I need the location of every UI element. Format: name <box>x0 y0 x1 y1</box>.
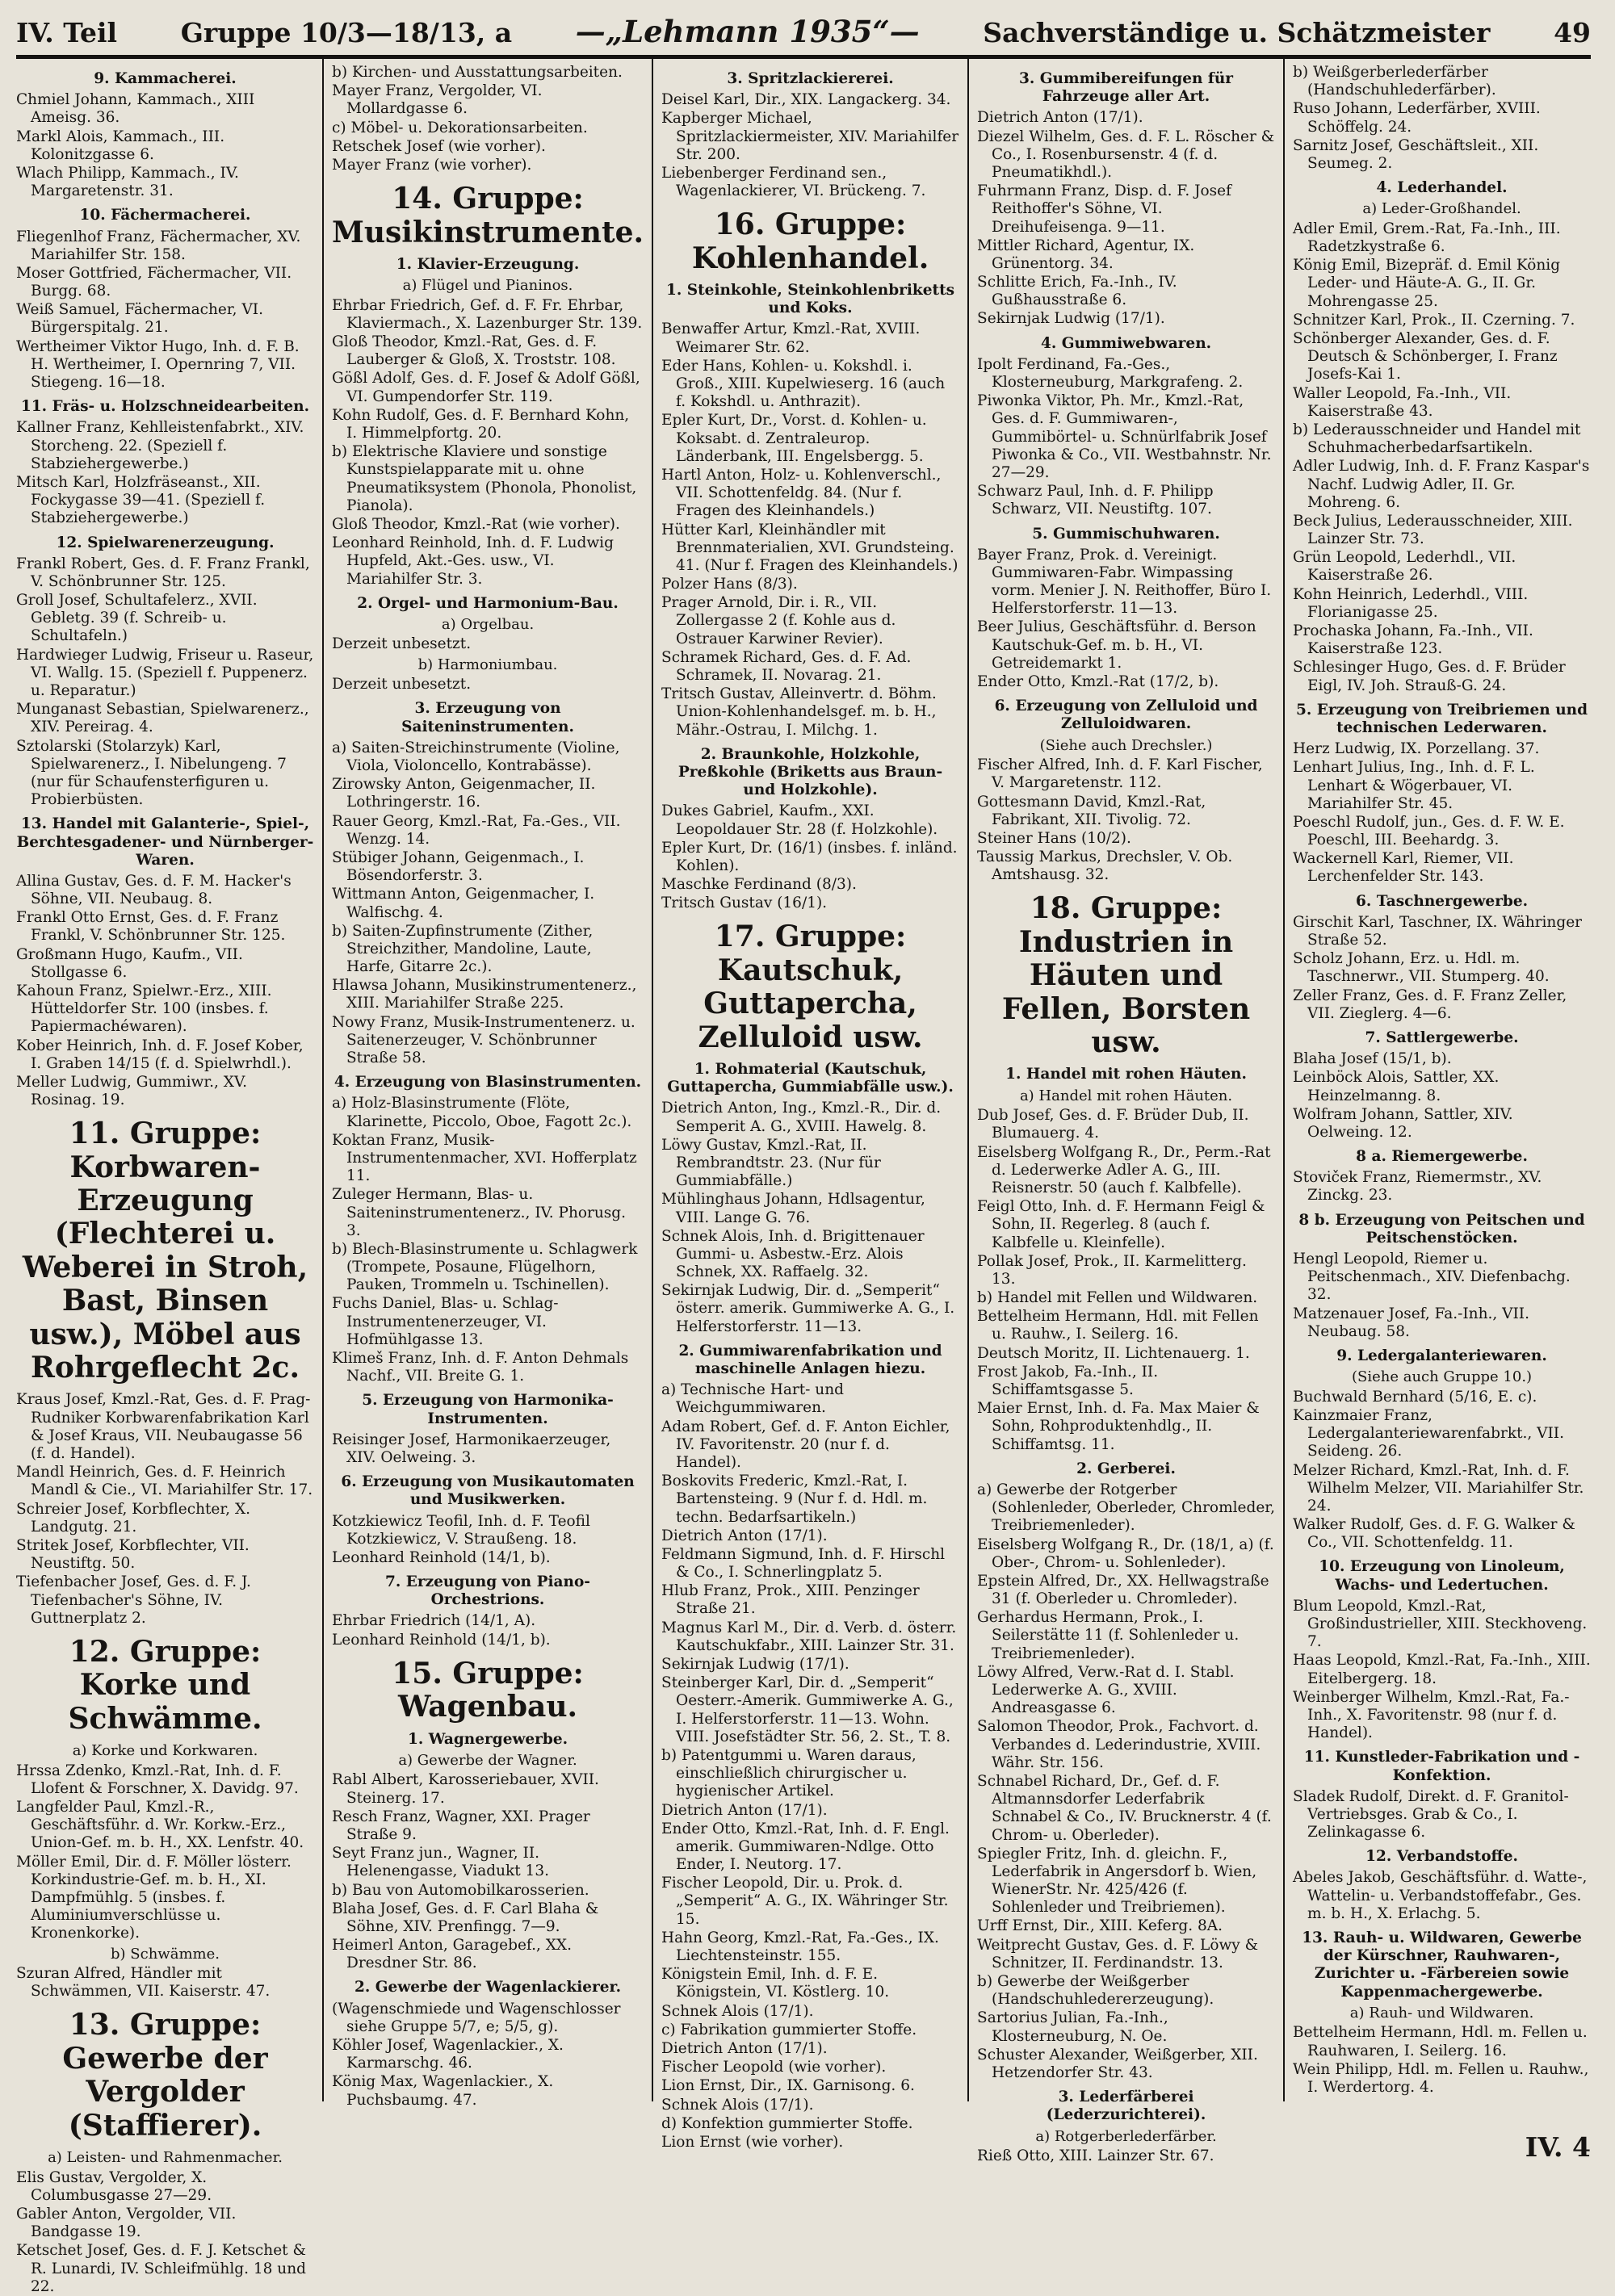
directory-entry: Ipolt Ferdinand, Fa.-Ges., Klosterneuburg, Markgrafeng. 2. <box>977 355 1244 391</box>
directory-entry: Lion Ernst (wie vorher). <box>661 2133 844 2151</box>
directory-entry: Mitsch Karl, Holzfräseanst., XII. Fockygasse 39—41. (Speziell f. Stabziehergewerbe.) <box>16 473 266 527</box>
directory-entry: Abeles Jakob, Geschäftsführ. d. Watte-, Wattelin- u. Verbandstoffefabr., Ges. m. b. H., X. Erlachg. 5. <box>1293 1869 1588 1922</box>
directory-entry: Sladek Rudolf, Direkt. d. F. Granitol-Vertriebsges. Grab & Co., I. Zelinkagasse 6. <box>1293 1787 1569 1841</box>
directory-entry: Dukes Gabriel, Kaufm., XXI. Leopoldauer Str. 28 (f. Holzkohle). <box>661 802 938 838</box>
directory-entry: Bettelheim Hermann, Hdl. mit Fellen u. Rauhw., I. Seilerg. 16. <box>977 1308 1259 1343</box>
directory-entry: Löwy Alfred, Verw.-Rat d. I. Stabl. Lederwerke A. G., XVIII. Andreasgasse 6. <box>977 1663 1235 1717</box>
directory-entry: Groll Josef, Schultafelerz., XVII. Gebletg. 39 (f. Schreib- u. Schultafeln.) <box>16 592 258 645</box>
section-heading: 12. Verbandstoffe. <box>1365 1848 1518 1866</box>
section-heading: 10. Fächermacherei. <box>79 207 251 224</box>
directory-entry: Tritsch Gustav (16/1). <box>661 895 828 912</box>
directory-entry: Gößl Adolf, Ges. d. F. Josef & Adolf Gößl, VI. Gumpendorfer Str. 119. <box>332 370 640 405</box>
directory-entry: Fuhrmann Franz, Disp. d. F. Josef Reithoffer's Söhne, VI. Dreihufeisenga. 9—11. <box>977 182 1231 236</box>
directory-entry: Fischer Leopold, Dir. u. Prok. d. „Semperit“ A. G., IX. Währinger Str. 15. <box>661 1875 949 1928</box>
directory-entry: Ender Otto, Kmzl.-Rat, Inh. d. F. Engl. amerik. Gummiwaren-Ndlge. Otto Ender, I. Neutorg. 17. <box>661 1820 950 1874</box>
section-heading: 1. Steinkohle, Steinkohlenbriketts und Koks. <box>666 282 955 317</box>
section-heading: 6. Taschnergewerbe. <box>1355 892 1529 910</box>
section-heading: 5. Erzeugung von Treibriemen und technischen Lederwaren. <box>1296 701 1588 736</box>
directory-entry: Retschek Josef (wie vorher). <box>332 137 546 155</box>
directory-entry: Heimerl Anton, Garagebef., XX. Dresdner Str. 86. <box>332 1937 572 1972</box>
section-heading: 8 b. Erzeugung von Peitschen und Peitschenstöcken. <box>1298 1211 1585 1246</box>
directory-entry: Köhler Josef, Wagenlackier., X. Karmarschg. 46. <box>332 2037 564 2072</box>
directory-entry: Maier Ernst, Inh. d. Fa. Max Maier & Sohn, Rohproduktenhdlg., II. Schiffamtsg. 11. <box>977 1400 1260 1453</box>
section-heading: 9. Kammacherei. <box>94 70 237 87</box>
directory-entry: Kotzkiewicz Teofil, Inh. d. F. Teofil Kotzkiewicz, V. Straußeng. 18. <box>332 1512 590 1548</box>
directory-entry: Mayer Franz, Vergolder, VI. Mollardgasse 6. <box>332 82 543 118</box>
directory-entry: Fliegenlhof Franz, Fächermacher, XV. Mariahilfer Str. 158. <box>16 228 301 263</box>
directory-entry: Schramek Richard, Ges. d. F. Ad. Schramek, II. Novarag. 21. <box>661 648 912 685</box>
column-4 <box>967 59 1283 2165</box>
directory-entry: Benwaffer Artur, Kmzl.-Rat, XVIII. Weimarer Str. 62. <box>661 321 921 356</box>
page-number: 49 <box>1554 17 1591 48</box>
directory-entry: Deisel Karl, Dir., XIX. Langackerg. 34. <box>661 91 951 109</box>
directory-entry: Steiner Hans (10/2). <box>977 829 1131 847</box>
directory-entry: Adam Robert, Gef. d. F. Anton Eichler, IV. Favoritenstr. 20 (nur f. d. Handel). <box>661 1418 950 1471</box>
section-heading: 4. Erzeugung von Blasinstrumenten. <box>333 1074 642 1091</box>
directory-entry: Kallner Franz, Kehlleistenfabrkt., XIV. Storcheng. 22. (Speziell f. Stabziehergewerbe.) <box>16 419 304 472</box>
directory-entry: Rieß Otto, XIII. Lainzer Str. 67. <box>977 2147 1214 2165</box>
directory-entry: Rabl Albert, Karosseriebauer, XVII. Steinerg. 17. <box>332 1771 599 1807</box>
group-heading: 16. Gruppe: Kohlenhandel. <box>691 207 929 275</box>
directory-entry: Szuran Alfred, Händler mit Schwämmen, VII. Kaiserstr. 47. <box>16 1965 271 2001</box>
directory-entry: Spiegler Fritz, Inh. d. gleichn. F., Lederfabrik in Angersdorf b. Wien, WienerStr. Nr. 425/426 (f. Sohlenleder und Treibriemen). <box>977 1845 1257 1917</box>
directory-entry: Kahoun Franz, Spielwr.-Erz., XIII. Hütteldorfer Str. 100 (insbes. f. Papiermachéwaren). <box>16 983 272 1036</box>
directory-entry: b) Lederausschneider und Handel mit Schuhmacherbedarfsartikeln. <box>1293 421 1581 457</box>
page-footer: IV. 4 <box>1525 2131 1591 2163</box>
section-heading: 3. Gummibereifungen für Fahrzeuge aller Art. <box>1019 70 1234 106</box>
header-section: Sachverständige u. Schätzmeister <box>983 17 1491 48</box>
directory-entry: Beck Julius, Lederausschneider, XIII. Lainzer Str. 73. <box>1293 512 1573 548</box>
directory-entry: Dietrich Anton, Ing., Kmzl.-R., Dir. d. Semperit A. G., XVIII. Hawelg. 8. <box>661 1100 942 1135</box>
directory-entry: Leonhard Reinhold, Inh. d. F. Ludwig Hupfeld, Akt.-Ges. usw., VI. Mariahilfer Str. 3. <box>332 534 614 588</box>
directory-entry: Markl Alois, Kammach., III. Kolonitzgasse 6. <box>16 128 225 163</box>
directory-entry: Stritek Josef, Korbflechter, VII. Neustiftg. 50. <box>16 1536 250 1573</box>
directory-entry: Kapberger Michael, Spritzlackiermeister, XIV. Mariahilfer Str. 200. <box>661 110 959 163</box>
directory-entry: d) Konfektion gummierter Stoffe. <box>661 2114 913 2132</box>
directory-entry: Schnek Alois (17/1). <box>661 2002 814 2020</box>
directory-entry: Dietrich Anton (17/1). <box>661 2039 828 2057</box>
directory-entry: Kober Heinrich, Inh. d. F. Josef Kober, I. Graben 14/15 (f. d. Spielwrhdl.). <box>16 1037 304 1072</box>
group-heading: 13. Gruppe: Gewerbe der Vergolder (Staffierer). <box>62 2008 268 2143</box>
group-heading: 18. Gruppe: Industrien in Häuten und Fellen, Borsten usw. <box>1001 891 1251 1060</box>
directory-entry: Mühlinghaus Johann, Hdlsagentur, VIII. Lange G. 76. <box>661 1191 925 1226</box>
directory-entry: Zuleger Hermann, Blas- u. Saiteninstrumentenerz., IV. Phorusg. 3. <box>332 1186 626 1239</box>
group-heading: 11. Gruppe: Korbwaren-Erzeugung (Flechterei u. Weberei in Stroh, Bast, Binsen usw.), Möbel aus Rohrgeflecht 2c. <box>22 1117 308 1385</box>
directory-entry: Epler Kurt, Dr. (16/1) (insbes. f. inländ. Kohlen). <box>661 839 958 874</box>
directory-entry: Rauer Georg, Kmzl.-Rat, Fa.-Ges., VII. Wenzg. 14. <box>332 812 621 848</box>
directory-entry: Eder Hans, Kohlen- u. Kokshdl. i. Groß., XIII. Kupelwieserg. 16 (auch f. Kokshdl. u. Anthrazit). <box>661 357 946 411</box>
directory-entry: Dietrich Anton (17/1). <box>661 1801 828 1819</box>
directory-entry: Kohn Heinrich, Lederhdl., VIII. Florianigasse 25. <box>1293 585 1529 621</box>
directory-entry: Feldmann Sigmund, Inh. d. F. Hirschl & Co., I. Schnerlingplatz 5. <box>661 1545 946 1582</box>
directory-entry: Hlub Franz, Prok., XIII. Penzinger Straße 21. <box>661 1582 920 1618</box>
directory-entry: a) Technische Hart- und Weichgummiwaren. <box>661 1381 844 1417</box>
column-2 <box>322 59 652 2109</box>
directory-entry: Sarnitz Josef, Geschäftsleit., XII. Seumeg. 2. <box>1293 136 1539 172</box>
section-heading: b) Schwämme. <box>111 1945 220 1963</box>
directory-entry: Epler Kurt, Dr., Vorst. d. Kohlen- u. Koksabt. d. Zentraleurop. Länderbank, III. Engelsbergg. 5. <box>661 412 927 465</box>
section-heading: 5. Gummischuhwaren. <box>1032 525 1220 543</box>
directory-entry: Poeschl Rudolf, jun., Ges. d. F. W. E. Poeschl, III. Beehardg. 3. <box>1293 813 1565 849</box>
directory-entry: Weiß Samuel, Fächermacher, VI. Bürgerspitalg. 21. <box>16 301 263 337</box>
directory-entry: Dietrich Anton (17/1). <box>661 1527 828 1544</box>
directory-entry: Hartl Anton, Holz- u. Kohlenverschl., VII. Schottenfeldg. 84. (Nur f. Fragen des Kleinhandels.) <box>661 466 942 520</box>
section-heading: 9. Ledergalanteriewaren. <box>1336 1347 1547 1364</box>
directory-entry: Schnek Alois (17/1). <box>661 2096 814 2114</box>
directory-entry: Schuster Alexander, Weißgerber, XII. Hetzendorfer Str. 43. <box>977 2046 1258 2081</box>
directory-entry: Epstein Alfred, Dr., XX. Hellwagstraße 31 (f. Oberleder u. Chromleder). <box>977 1572 1269 1608</box>
section-heading: a) Leder-Großhandel. <box>1362 200 1521 218</box>
directory-entry: Sekirnjak Ludwig (17/1). <box>977 310 1165 328</box>
directory-entry: c) Fabrikation gummierter Stoffe. <box>661 2021 917 2038</box>
directory-entry: Taussig Markus, Drechsler, V. Ob. Amtshausg. 32. <box>977 848 1233 884</box>
directory-entry: Schnek Alois, Inh. d. Brigittenauer Gummi- u. Asbestw.-Erz. Alois Schnek, XX. Raffaelg. 32. <box>661 1227 925 1281</box>
directory-entry: Schönberger Alexander, Ges. d. F. Deutsch & Schönberger, I. Franz Josefs-Kai 1. <box>1293 330 1558 383</box>
directory-entry: Salomon Theodor, Prok., Fachvort. d. Verbandes d. Lederindustrie, XVIII. Währ. Str. 156. <box>977 1718 1261 1771</box>
directory-entry: a) Holz-Blasinstrumente (Flöte, Klarinette, Piccolo, Oboe, Fagott 2c.). <box>332 1095 632 1130</box>
directory-entry: Gottesmann David, Kmzl.-Rat, Fabrikant, XII. Tivolig. 72. <box>977 793 1206 828</box>
directory-entry: Waller Leopold, Fa.-Inh., VII. Kaiserstraße 43. <box>1293 384 1512 420</box>
column-3 <box>652 59 967 2151</box>
directory-entry: Derzeit unbesetzt. <box>332 676 472 693</box>
directory-entry: Urff Ernst, Dir., XIII. Keferg. 8A. <box>977 1917 1223 1935</box>
directory-entry: Elis Gustav, Vergolder, X. Columbusgasse 27—29. <box>16 2168 212 2204</box>
directory-entry: b) Patentgummi u. Waren daraus, einschließlich chirurgischer u. hygienischer Artikel. <box>661 1746 917 1800</box>
directory-entry: b) Elektrische Klaviere und sonstige Kunstspielapparate mit u. ohne Pneumatiksystem (Phonola, Phonolist, Pianola). <box>332 443 637 514</box>
directory-entry: Schwarz Paul, Inh. d. F. Philipp Schwarz, VII. Neustiftg. 107. <box>977 483 1214 518</box>
directory-entry: Allina Gustav, Ges. d. F. M. Hacker's Söhne, VII. Neubaug. 8. <box>16 872 292 908</box>
directory-entry: Seyt Franz jun., Wagner, II. Helenengasse, Viadukt 13. <box>332 1845 549 1880</box>
directory-entry: Leonhard Reinhold (14/1, b). <box>332 1631 551 1649</box>
column-5 <box>1283 59 1591 2101</box>
directory-entry: Zeller Franz, Ges. d. F. Franz Zeller, VII. Zieglerg. 4—6. <box>1293 987 1567 1022</box>
directory-entry: Maschke Ferdinand (8/3). <box>661 876 857 894</box>
directory-entry: Moser Gottfried, Fächermacher, VII. Burgg. 68. <box>16 264 292 300</box>
directory-entry: Girschit Karl, Taschner, IX. Währinger Straße 52. <box>1293 913 1582 949</box>
directory-entry: Königstein Emil, Inh. d. F. E. Königstein, VI. Köstlerg. 10. <box>661 1966 890 2001</box>
header-part: IV. Teil <box>16 17 118 48</box>
directory-entry: Mayer Franz (wie vorher). <box>332 156 532 174</box>
directory-entry: Wackernell Karl, Riemer, VII. Lerchenfelder Str. 143. <box>1293 850 1514 886</box>
directory-entry: Sekirnjak Ludwig, Dir. d. „Semperit“ österr. amerik. Gummiwerke A. G., I. Helferstorferstr. 11—13. <box>661 1282 955 1335</box>
directory-entry: Weinberger Wilhelm, Kmzl.-Rat, Fa.-Inh., X. Favoritenstr. 98 (nur f. d. Handel). <box>1293 1688 1570 1742</box>
page-header <box>16 11 1591 52</box>
directory-entry: Tiefenbacher Josef, Ges. d. F. J. Tiefenbacher's Söhne, IV. Guttnerplatz 2. <box>16 1573 251 1627</box>
section-heading: 8 a. Riemergewerbe. <box>1356 1148 1528 1166</box>
directory-entry: Bayer Franz, Prok. d. Vereinigt. Gummiwaren-Fabr. Wimpassing vorm. Menier J. N. Reithoffer, Büro I. Helferstorferstr. 11—13. <box>977 546 1272 618</box>
directory-entry: a) Gewerbe der Rotgerber (Sohlenleder, Oberleder, Chromleder, Treibriemenleder). <box>977 1481 1275 1535</box>
directory-entry: König Emil, Bizepräf. d. Emil König Leder- und Häute-A. G., II. Gr. Mohrengasse 25. <box>1293 257 1561 310</box>
section-heading: 4. Gummiwebwaren. <box>1040 334 1212 352</box>
section-heading: 11. Kunstleder-Fabrikation und -Konfektion. <box>1303 1749 1580 1784</box>
section-heading: 1. Rohmaterial (Kautschuk, Guttapercha, Gummiabfälle usw.). <box>667 1061 954 1096</box>
directory-entry: Munganast Sebastian, Spielwarenerz., XIV. Pereirag. 4. <box>16 701 309 736</box>
directory-entry: Eiselsberg Wolfgang R., Dr. (18/1, a) (f. Ober-, Chrom- u. Sohlenleder). <box>977 1536 1274 1571</box>
directory-entry: Deutsch Moritz, II. Lichtenauerg. 1. <box>977 1344 1250 1362</box>
directory-entry: Ehrbar Friedrich (14/1, A). <box>332 1612 536 1630</box>
directory-entry: Koktan Franz, Musik-Instrumentenmacher, XVI. Hofferplatz 11. <box>332 1131 637 1185</box>
section-heading: 6. Erzeugung von Zelluloid und Zelluloidwaren. <box>994 698 1258 733</box>
directory-entry: Beer Julius, Geschäftsführ. d. Berson Kautschuk-Gef. m. b. H., VI. Getreidemarkt 1. <box>977 618 1256 672</box>
directory-entry: Eiselsberg Wolfgang R., Dr., Perm.-Rat d. Lederwerke Adler A. G., III. Reisnerstr. 50 (auch f. Kalbfelle). <box>977 1143 1271 1196</box>
section-heading: 3. Erzeugung von Saiteninstrumenten. <box>401 700 574 735</box>
directory-entry: Fischer Alfred, Inh. d. F. Karl Fischer, V. Margaretenstr. 112. <box>977 756 1263 792</box>
directory-entry: Wein Philipp, Hdl. m. Fellen u. Rauhw., I. Werdertorg. 4. <box>1293 2060 1589 2096</box>
section-heading: a) Rauh- und Wildwaren. <box>1349 2004 1534 2022</box>
directory-entry: Walker Rudolf, Ges. d. F. G. Walker & Co., VII. Schottenfeldg. 11. <box>1293 1516 1575 1552</box>
directory-entry: b) Handel mit Fellen und Wildwaren. <box>977 1289 1258 1307</box>
directory-entry: Melzer Richard, Kmzl.-Rat, Inh. d. F. Wilhelm Melzer, VII. Mariahilfer Str. 24. <box>1293 1461 1584 1515</box>
directory-entry: Langfelder Paul, Kmzl.-R., Geschäftsführ. d. Wr. Korkw.-Erz., Union-Gef. m. b. H., XX. Lenfstr. 40. <box>16 1799 304 1852</box>
section-heading: (Siehe auch Gruppe 10.) <box>1351 1368 1533 1386</box>
directory-entry: Leonhard Reinhold (14/1, b). <box>332 1548 551 1566</box>
directory-entry: Frankl Otto Ernst, Ges. d. F. Franz Frankl, V. Schönbrunner Str. 125. <box>16 909 286 945</box>
group-heading: 14. Gruppe: Musikinstrumente. <box>332 182 644 249</box>
directory-entry: Stübiger Johann, Geigenmach., I. Bösendorferstr. 3. <box>332 848 585 885</box>
section-heading: a) Gewerbe der Wagner. <box>398 1751 577 1769</box>
directory-entry: Ketschet Josef, Ges. d. F. J. Ketschet & R. Lunardi, IV. Schleifmühlg. 18 und 22. <box>16 2242 306 2295</box>
directory-entry: b) Weißgerberlederfärber (Handschuhlederfärber). <box>1293 64 1496 99</box>
directory-entry: Dietrich Anton (17/1). <box>977 109 1143 127</box>
directory-entry: Schnabel Richard, Dr., Gef. d. F. Altmannsdorfer Lederfabrik Schnabel & Co., IV. Brucknerstr. 4 (f. Chrom- u. Oberleder). <box>977 1772 1272 1844</box>
directory-entry: Gloß Theodor, Kmzl.-Rat (wie vorher). <box>332 515 620 533</box>
directory-entry: Fuchs Daniel, Blas- u. Schlag-Instrumentenerzeuger, VI. Hofmühlgasse 13. <box>332 1295 559 1348</box>
section-heading: (Siehe auch Drechsler.) <box>1039 736 1213 754</box>
directory-entry: b) Saiten-Zupfinstrumente (Zither, Streichzither, Mandoline, Laute, Harfe, Gitarre 2c.). <box>332 922 594 976</box>
directory-entry: a) Saiten-Streichinstrumente (Violine, Viola, Violoncello, Kontrabässe). <box>332 739 620 774</box>
directory-entry: Wlach Philipp, Kammach., IV. Margaretenstr. 31. <box>16 164 239 200</box>
directory-entry: (Wagenschmiede und Wagenschlosser siehe Gruppe 5/7, e; 5/5, g). <box>332 2000 621 2035</box>
section-heading: 1. Klavier-Erzeugung. <box>396 255 580 273</box>
section-heading: a) Leisten- und Rahmenmacher. <box>48 2149 283 2167</box>
directory-entry: Haas Leopold, Kmzl.-Rat, Fa.-Inh., XIII. Eitelbergerg. 18. <box>1293 1652 1591 1687</box>
directory-entry: Gloß Theodor, Kmzl.-Rat, Ges. d. F. Lauberger & Gloß, X. Troststr. 108. <box>332 333 616 369</box>
group-heading: 15. Gruppe: Wagenbau. <box>392 1656 584 1724</box>
directory-entry: Hardwieger Ludwig, Friseur u. Raseur, VI. Wallg. 15. (Speziell f. Puppenerz. u. Reparatur.) <box>16 646 314 699</box>
directory-entry: Magnus Karl M., Dir. d. Verb. d. österr. Kautschukfabr., XIII. Lainzer Str. 31. <box>661 1619 957 1654</box>
section-heading: 13. Rauh- u. Wildwaren, Gewerbe der Kürschner, Rauhwaren-, Zurichter u. -Färbereien sowie Kappenmachergewerbe. <box>1302 1929 1582 2001</box>
section-heading: 7. Sattlergewerbe. <box>1365 1029 1519 1046</box>
directory-entry: Grün Leopold, Lederhdl., VII. Kaiserstraße 26. <box>1293 549 1516 584</box>
directory-entry: Hengl Leopold, Riemer u. Peitschenmach., XIV. Diefenbachg. 32. <box>1293 1251 1571 1304</box>
directory-entry: Lenhart Julius, Ing., Inh. d. F. L. Lenhart & Wögerbauer, VI. Mariahilfer Str. 45. <box>1293 759 1535 812</box>
section-heading: 12. Spielwarenerzeugung. <box>56 534 275 551</box>
directory-entry: Polzer Hans (8/3). <box>661 576 798 593</box>
directory-entry: Prochaska Johann, Fa.-Inh., VII. Kaiserstraße 123. <box>1293 622 1533 658</box>
directory-entry: Sekirnjak Ludwig (17/1). <box>661 1656 849 1674</box>
directory-entry: Blaha Josef (15/1, b). <box>1293 1050 1452 1068</box>
section-heading: 13. Handel mit Galanterie-, Spiel-, Berchtesgadener- und Nürnberger-Waren. <box>16 815 314 869</box>
directory-entry: Piwonka Viktor, Ph. Mr., Kmzl.-Rat, Ges. d. F. Gummiwaren-, Gummibörtel- u. Schnürlfabrik Josef Piwonka & Co., VII. Westbahnstr. Nr. 27—29. <box>977 392 1272 481</box>
directory-entry: Schlesinger Hugo, Ges. d. F. Brüder Eigl, IV. Joh. Strauß-G. 24. <box>1293 659 1566 694</box>
directory-entry: b) Bau von Automobilkarosserien. <box>332 1881 589 1899</box>
directory-entry: Chmiel Johann, Kammach., XIII Ameisg. 36. <box>16 91 255 127</box>
directory-entry: Sartorius Julian, Fa.-Inh., Klosterneuburg, N. Oe. <box>977 2009 1168 2045</box>
directory-entry: Steinberger Karl, Dir. d. „Semperit“ Oesterr.-Amerik. Gummiwerke A. G., I. Helferstorferstr. 11—13. Wohn. VIII. Josefstädter Str. 56, 2. St., T. 8. <box>661 1674 954 1745</box>
directory-entry: Hahn Georg, Kmzl.-Rat, Fa.-Ges., IX. Liechtensteinstr. 155. <box>661 1929 939 1965</box>
directory-entry: Gerhardus Hermann, Prok., I. Seilerstätte 11 (f. Sohlenleder u. Treibriemenleder). <box>977 1609 1240 1662</box>
directory-entry: Schlitte Erich, Fa.-Inh., IV. Gußhausstraße 6. <box>977 274 1177 309</box>
directory-entry: Matzenauer Josef, Fa.-Inh., VII. Neubaug. 58. <box>1293 1305 1529 1340</box>
section-heading: 11. Fräs- u. Holzschneidearbeiten. <box>20 398 310 416</box>
directory-entry: Weitprecht Gustav, Ges. d. F. Löwy & Schnitzer, II. Ferdinandstr. 13. <box>977 1936 1259 1971</box>
directory-entry: Möller Emil, Dir. d. F. Möller lösterr. Korkindustrie-Gef. m. b. H., XI. Dampfmühlg. 5 (insbes. f. Aluminiumverschlüsse u. Kronenkorke). <box>16 1853 292 1942</box>
section-heading: 1. Wagnergewerbe. <box>407 1730 568 1748</box>
section-heading: 1. Handel mit rohen Häuten. <box>1005 1066 1247 1083</box>
directory-entry: Ehrbar Friedrich, Gef. d. F. Fr. Ehrbar, Klaviermach., X. Lazenburger Str. 139. <box>332 296 643 332</box>
directory-entry: Adler Ludwig, Inh. d. F. Franz Kaspar's Nachf. Ludwig Adler, II. Gr. Mohreng. 6. <box>1293 458 1590 511</box>
section-heading: 10. Erzeugung von Linoleum, Wachs- und Ledertuchen. <box>1319 1558 1565 1594</box>
directory-entry: Stoviček Franz, Riemermstr., XV. Zinckg. 23. <box>1293 1169 1542 1205</box>
group-heading: 17. Gruppe: Kautschuk, Guttapercha, Zelluloid usw. <box>698 920 923 1054</box>
directory-entry: Resch Franz, Wagner, XXI. Prager Straße 9. <box>332 1808 590 1843</box>
directory-entry: Diezel Wilhelm, Ges. d. F. L. Röscher & Co., I. Rosenbursenstr. 4 (f. d. Pneumatikhdl.). <box>977 128 1275 181</box>
section-heading: 6. Erzeugung von Musikautomaten und Musikwerken. <box>341 1473 635 1509</box>
directory-entry: König Max, Wagenlackier., X. Puchsbaumg. 47. <box>332 2073 554 2109</box>
directory-entry: b) Blech-Blasinstrumente u. Schlagwerk (Trompete, Posaune, Flügelhorn, Pauken, Trommeln u. Tschinellen). <box>332 1240 638 1294</box>
directory-entry: Wertheimer Viktor Hugo, Inh. d. F. B. H. Wertheimer, I. Opernring 7, VII. Stiegeng. 16—18. <box>16 337 300 391</box>
directory-entry: Buchwald Bernhard (5/16, E. c). <box>1293 1388 1537 1406</box>
directory-entry: Derzeit unbesetzt. <box>332 635 472 653</box>
directory-entry: Leinböck Alois, Sattler, XX. Heinzelmanng. 8. <box>1293 1069 1500 1104</box>
directory-entry: Blum Leopold, Kmzl.-Rat, Großindustrieller, XIII. Steckhoveng. 7. <box>1293 1597 1588 1651</box>
directory-entry: Lion Ernst, Dir., IX. Garnisong. 6. <box>661 2077 915 2095</box>
directory-entry: Wolfram Johann, Sattler, XIV. Oelweing. 12. <box>1293 1105 1513 1141</box>
directory-entry: Adler Emil, Grem.-Rat, Fa.-Inh., III. Radetzkystraße 6. <box>1293 220 1561 256</box>
directory-entry: Mandl Heinrich, Ges. d. F. Heinrich Mandl & Cie., VI. Mariahilfer Str. 17. <box>16 1464 313 1499</box>
directory-entry: Bettelheim Hermann, Hdl. m. Fellen u. Rauhwaren, I. Seilerg. 16. <box>1293 2024 1588 2059</box>
directory-entry: Dub Josef, Ges. d. F. Brüder Dub, II. Blumauerg. 4. <box>977 1107 1249 1142</box>
directory-entry: Kohn Rudolf, Ges. d. F. Bernhard Kohn, I. Himmelpfortg. 20. <box>332 406 630 442</box>
section-heading: 5. Erzeugung von Harmonika-Instrumenten. <box>362 1392 614 1427</box>
directory-entry: Löwy Gustav, Kmzl.-Rat, II. Rembrandtstr. 23. (Nur für Gummiabfälle.) <box>661 1136 881 1190</box>
directory-entry: Mittler Richard, Agentur, IX. Grünentorg. 34. <box>977 237 1195 272</box>
directory-entry: Prager Arnold, Dir. i. R., VII. Zollergasse 2 (f. Kohle aus d. Ostrauer Karwiner Revier). <box>661 594 896 647</box>
section-heading: 3. Spritzlackiererei. <box>727 70 894 87</box>
directory-entry: Meller Ludwig, Gummiwr., XV. Rosinag. 19. <box>16 1073 247 1109</box>
directory-entry: Hrssa Zdenko, Kmzl.-Rat, Inh. d. F. Llofent & Forschner, X. Davidg. 97. <box>16 1762 299 1797</box>
directory-entry: Großmann Hugo, Kaufm., VII. Stollgasse 6. <box>16 945 243 981</box>
directory-entry: Liebenberger Ferdinand sen., Wagenlackierer, VI. Brückeng. 7. <box>661 164 926 200</box>
directory-entry: Nowy Franz, Musik-Instrumentenerz. u. Saitenerzeuger, V. Schönbrunner Straße 58. <box>332 1013 636 1066</box>
section-heading: a) Handel mit rohen Häuten. <box>1019 1087 1233 1104</box>
group-heading: 12. Gruppe: Korke und Schwämme. <box>68 1634 262 1736</box>
directory-entry: b) Kirchen- und Ausstattungsarbeiten. <box>332 64 623 81</box>
directory-entry: Pollak Josef, Prok., II. Karmelitterg. 13. <box>977 1252 1247 1288</box>
section-heading: 2. Gerberei. <box>1076 1460 1176 1477</box>
directory-entry: Feigl Otto, Inh. d. F. Hermann Feigl & Sohn, II. Regerleg. 8 (auch f. Kalbfelle u. Kleinfelle). <box>977 1198 1265 1251</box>
header-group: Gruppe 10/3—18/13, a <box>180 17 513 48</box>
header-title: —„Lehmann 1935“— <box>575 14 920 49</box>
directory-entry: Wittmann Anton, Geigenmacher, I. Walfischg. 4. <box>332 886 595 921</box>
directory-entry: Gabler Anton, Vergolder, VII. Bandgasse 19. <box>16 2206 237 2241</box>
directory-entry: Schreier Josef, Korbflechter, X. Landgutg. 21. <box>16 1500 250 1536</box>
directory-entry: Schnitzer Karl, Prok., II. Czerning. 7. <box>1293 311 1575 329</box>
section-heading: a) Korke und Korkwaren. <box>72 1742 258 1760</box>
directory-entry: Frost Jakob, Fa.-Inh., II. Schiffamtsgasse 5. <box>977 1363 1159 1399</box>
directory-entry: Tritsch Gustav, Alleinvertr. d. Böhm. Union-Kohlenhandelsgef. m. b. H., Mähr.-Ostrau, I. Milchg. 1. <box>661 685 937 739</box>
directory-entry: Hütter Karl, Kleinhändler mit Brennmaterialien, XVI. Grundsteing. 41. (Nur f. Fragen des Kleinhandels.) <box>661 521 959 574</box>
section-heading: 4. Lederhandel. <box>1376 179 1508 197</box>
directory-entry: Boskovits Frederic, Kmzl.-Rat, I. Bartensteing. 9 (Nur f. d. Hdl. m. techn. Bedarfsartikeln.) <box>661 1473 928 1526</box>
section-heading: b) Harmoniumbau. <box>417 656 558 673</box>
directory-entry: Blaha Josef, Ges. d. F. Carl Blaha & Söhne, XIV. Prenfingg. 7—9. <box>332 1900 599 1935</box>
section-heading: 2. Gewerbe der Wagenlackierer. <box>354 1979 622 1996</box>
section-heading: 2. Braunkohle, Holzkohle, Preßkohle (Briketts aus Braun- und Holzkohle). <box>677 745 943 799</box>
directory-entry: Frankl Robert, Ges. d. F. Franz Frankl, V. Schönbrunner Str. 125. <box>16 555 310 590</box>
directory-entry: Hlawsa Johann, Musikinstrumentenerz., XIII. Mariahilfer Straße 225. <box>332 977 637 1012</box>
directory-entry: c) Möbel- u. Dekorationsarbeiten. <box>332 119 588 136</box>
directory-entry: Scholz Johann, Erz. u. Hdl. m. Taschnerwr., VII. Stumperg. 40. <box>1293 950 1550 986</box>
section-heading: a) Orgelbau. <box>441 615 535 633</box>
directory-entry: Kainzmaier Franz, Ledergalanteriewarenfabrkt., VII. Seideng. 26. <box>1293 1406 1564 1460</box>
section-heading: a) Flügel und Pianinos. <box>402 277 573 295</box>
section-heading: 2. Orgel- und Harmonium-Bau. <box>357 594 619 612</box>
directory-entry: Fischer Leopold (wie vorher). <box>661 2059 887 2076</box>
section-heading: 7. Erzeugung von Piano-Orchestrions. <box>385 1573 590 1609</box>
directory-entry: b) Gewerbe der Weißgerber (Handschuhledererzeugung). <box>977 1973 1214 2009</box>
directory-entry: Sztolarski (Stolarzyk) Karl, Spielwarenerz., I. Nibelungeng. 7 (nur für Schaufensterfiguren u. Probierbüsten. <box>16 737 287 809</box>
directory-entry: Reisinger Josef, Harmonikaerzeuger, XIV. Oelweing. 3. <box>332 1431 611 1466</box>
section-heading: 2. Gummiwarenfabrikation und maschinelle Anlagen hiezu. <box>678 1342 942 1378</box>
directory-entry: Herz Ludwig, IX. Porzellang. 37. <box>1293 740 1540 758</box>
section-heading: 3. Lederfärberei (Lederzurichterei). <box>1046 2089 1206 2124</box>
directory-entry: Kraus Josef, Kmzl.-Rat, Ges. d. F. Prag-Rudniker Korbwarenfabrikation Karl & Josef Kraus, VII. Neubaugasse 56 (f. d. Handel). <box>16 1391 311 1462</box>
section-heading: a) Rotgerberlederfärber. <box>1035 2127 1217 2145</box>
directory-entry: Ruso Johann, Lederfärber, XVIII. Schöffelg. 24. <box>1293 100 1541 136</box>
directory-entry: Ender Otto, Kmzl.-Rat (17/2, b). <box>977 673 1219 690</box>
directory-entry: Klimeš Franz, Inh. d. F. Anton Dehmals Nachf., VII. Breite G. 1. <box>332 1350 629 1385</box>
directory-entry: Zirowsky Anton, Geigenmacher, II. Lothringerstr. 16. <box>332 776 596 811</box>
column-1 <box>16 59 322 2295</box>
